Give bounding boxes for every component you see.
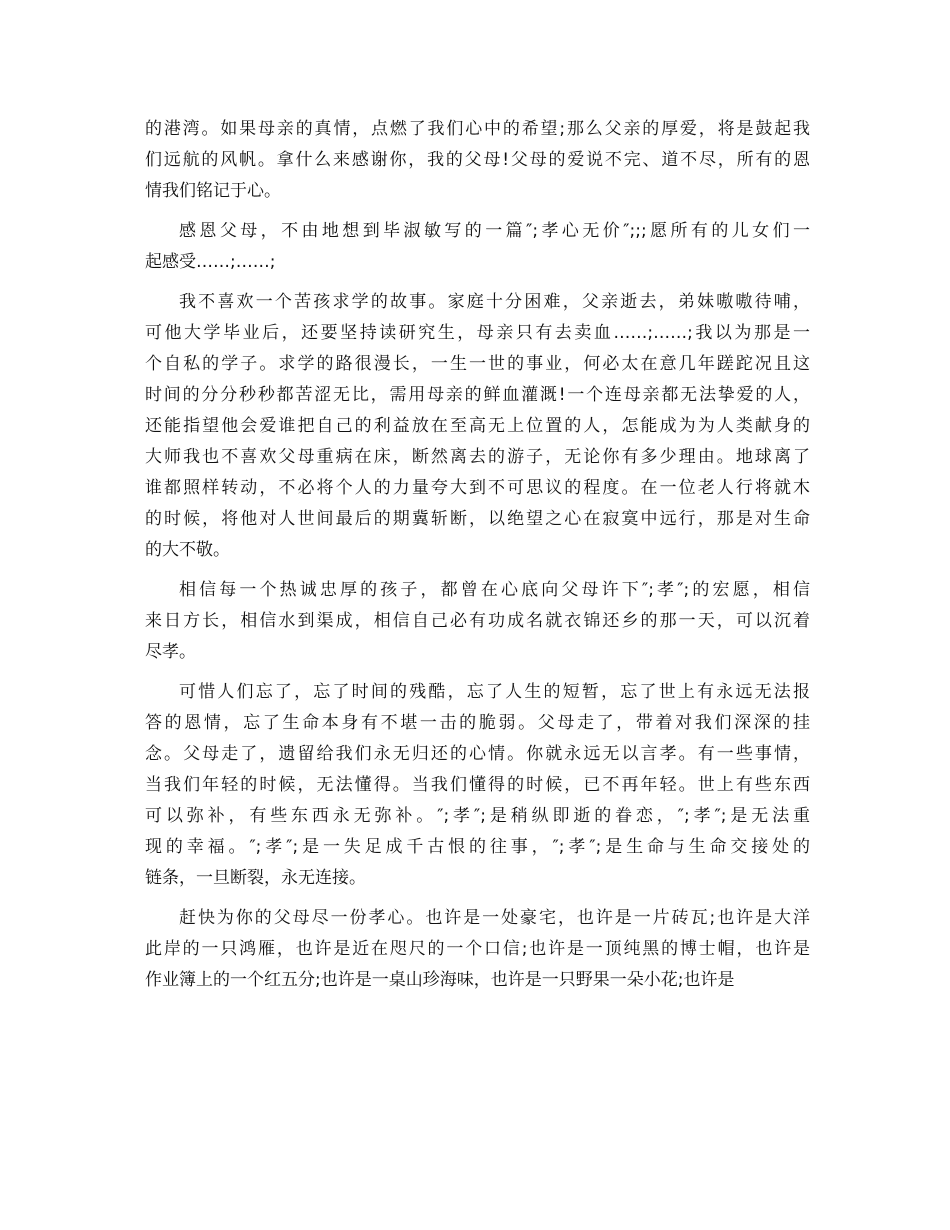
text-line: 尽孝。 [145,642,196,662]
paragraph-gap [145,278,810,287]
text-line: 时间的分分秒秒都苦涩无比，需用母亲的鲜血灌溉!一个连母亲都无法挚爱的人， [145,385,810,405]
paragraph-gap [145,668,810,677]
paragraph [145,114,810,207]
text-line: 此岸的一只鸿雁，也许是近在咫尺的一个口信;也许是一顶纯黑的博士帽，也许是 [145,939,810,959]
text-line: 的港湾。如果母亲的真情，点燃了我们心中的希望;那么父亲的厚爱，将是鼓起我 [145,119,810,139]
paragraph [145,575,810,668]
text-line: 赶快为你的父母尽一份孝心。也许是一处豪宅，也许是一片砖瓦;也许是大洋 [179,908,810,928]
text-line: 念。父母走了，遗留给我们永无归还的心情。你就永远无以言孝。有一些事情， [145,744,810,764]
text-line: 来日方长，相信水到渠成，相信自己必有功成名就衣锦还乡的那一天，可以沉着 [145,611,810,631]
text-line: 我不喜欢一个苦孩求学的故事。家庭十分困难，父亲逝去，弟妹嗷嗷待哺， [179,292,810,312]
text-line: 的时候，将他对人世间最后的期冀斩断，以绝望之心在寂寞中远行，那是对生命 [145,509,810,529]
paragraph [145,903,810,996]
paragraph [145,287,810,566]
paragraph-gap [145,207,810,216]
text-line: 大师我也不喜欢父母重病在床，断然离去的游子，无论你有多少理由。地球离了 [145,447,810,467]
document-body [145,114,810,996]
text-line: 还能指望他会爱谁把自己的利益放在至高无上位置的人，怎能成为为人类献身的 [145,416,810,436]
paragraph [145,677,810,894]
text-line: 答的恩情，忘了生命本身有不堪一击的脆弱。父母走了，带着对我们深深的挂 [145,713,810,733]
text-line: 谁都照样转动，不必将个人的力量夸大到不可思议的程度。在一位老人行将就木 [145,478,810,498]
text-line: 当我们年轻的时候，无法懂得。当我们懂得的时候，已不再年轻。世上有些东西 [145,775,810,795]
text-line: 感恩父母，不由地想到毕淑敏写的一篇″;孝心无价″;;;愿所有的儿女们一 [179,221,810,241]
paragraph-gap [145,566,810,575]
text-line: 个自私的学子。求学的路很漫长，一生一世的事业，何必太在意几年蹉跎况且这 [145,354,810,374]
text-line: 起感受……;……; [145,252,276,272]
text-line: 情我们铭记于心。 [145,181,281,201]
text-line: 可惜人们忘了，忘了时间的残酷，忘了人生的短暂，忘了世上有永远无法报 [179,682,810,702]
text-line: 链条，一旦断裂，永无连接。 [145,868,366,888]
text-line: 可他大学毕业后，还要坚持读研究生，母亲只有去卖血……;……;我以为那是一 [145,323,810,343]
text-line: 的大不敬。 [145,540,230,560]
paragraph [145,216,810,278]
text-line: 作业簿上的一个红五分;也许是一桌山珍海味，也许是一只野果一朵小花;也许是 [145,970,735,990]
text-line: 现的幸福。″;孝″;是一失足成千古恨的往事，″;孝″;是生命与生命交接处的 [145,837,810,857]
paragraph-gap [145,894,810,903]
text-line: 相信每一个热诚忠厚的孩子，都曾在心底向父母许下″;孝″;的宏愿，相信 [179,580,810,600]
text-line: 可以弥补，有些东西永无弥补。″;孝″;是稍纵即逝的眷恋，″;孝″;是无法重 [145,806,810,826]
text-line: 们远航的风帆。拿什么来感谢你，我的父母!父母的爱说不完、道不尽，所有的恩 [145,150,810,170]
